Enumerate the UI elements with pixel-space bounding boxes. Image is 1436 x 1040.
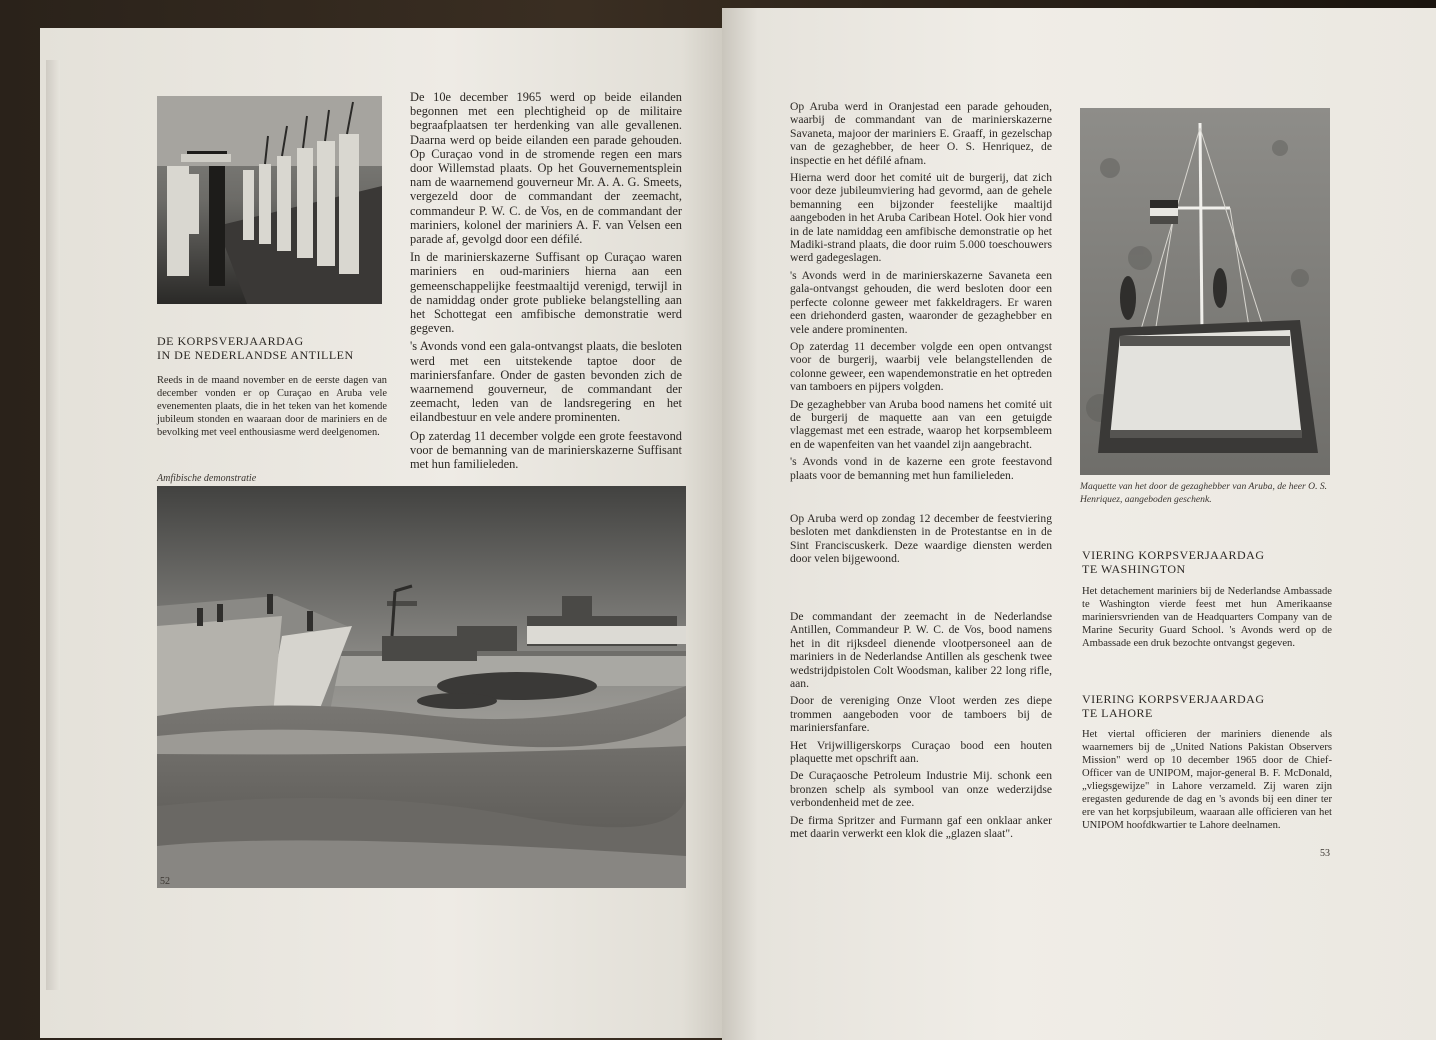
sunday-text [790, 512, 1052, 570]
heading-line: TE WASHINGTON [1082, 562, 1186, 576]
photo-caption: Amfibische demonstratie [157, 473, 257, 484]
aruba-paragraph: Op Aruba werd in Oranjestad een parade gehouden, waarbij de commandant van de marinierskazerne Savaneta, majoor der mariniers E. Graaff, in gezelschap van de gezaghebber, de heer O. S. Henriquez, de inspectie en het défilé afnam. [790, 100, 1052, 167]
gift-paragraph: Het Vrijwilligerskorps Curaçao bood een houten plaquette met opschrift aan. [790, 738, 1052, 766]
lahore-paragraph: Het viertal officieren der mariniers dienende als waarnemers bij de „United Nations Pakistan Observers Mission" werd op 10 december 1965 door de Chief-Officer van de UNIPOM, major-general B. F. McDonald, „vliegsgewijze" in Lahore verzameld. Zij waren zijn eregasten gedurende de dag en 's avonds bij een diner ter ere van het korpsjubileum, waaraan alle officieren van het UNIPOM hoofdkwartier te Lahore deelnamen. [1082, 729, 1332, 831]
page-number-left: 52 [160, 876, 170, 887]
intro-paragraph: 's Avonds vond een gala-ontvangst plaats, die besloten werd met een uitstekende taptoe door de mariniersfanfare. Onder de gasten bevonden zich de waarnemend gouverneur, de commandant der zeemacht, leden van de landsregering en het eilandbestuur en vele andere prominenten. [410, 339, 682, 425]
washington-heading [1082, 548, 1332, 576]
sunday-paragraph: Op Aruba werd op zondag 12 december de feestviering besloten met dankdiensten in de Protestantse en in de Sint Franciscuskerk. Deze waardige diensten werden door velen bijgewoond. [790, 512, 1052, 566]
intro-paragraph: Op zaterdag 11 december volgde een grote feestavond voor de bemanning van de marinierskazerne Suffisant met hun familieleden. [410, 428, 682, 472]
intro-paragraph: In de marinierskazerne Suffisant op Curaçao waren mariniers en oud-mariniers hierna aan een gemeenschappelijke feestmaaltijd verenigd, terwijl in de namiddag onder grote publieke belangstelling aan het Schottegat een amfibische demonstratie werd gegeven. [410, 250, 682, 336]
gifts-text [790, 610, 1052, 845]
gift-paragraph: De firma Spritzer and Furmann gaf een onklaar anker met daarin verwerkt een klok die „glazen slaat". [790, 813, 1052, 841]
aruba-paragraph: Hierna werd door het comité uit de burgerij, dat zich voor deze jubileumviering had gevormd, aan de gehele bemanning een bijzonder feestelijke maaltijd aangeboden in het Aruba Caribean Hotel. Ook hier vond in de late namiddag een amfibische demonstratie op het Madiki-strand plaats, die door ruim 5.000 toeschouwers werd gadegeslagen. [790, 171, 1052, 265]
aruba-paragraph: 's Avonds vond in de kazerne een grote feestavond plaats voor de bemanning met hun familieleden. [790, 455, 1052, 482]
aruba-paragraph: 's Avonds werd in de marinierskazerne Savaneta een gala-ontvangst gehouden, die werd besloten door een perfecte colonne geweer met fakkeldragers. Er waren een driehonderd gasten, waaronder de gezaghebber en vele andere prominenten. [790, 268, 1052, 336]
lahore-heading [1082, 692, 1332, 720]
page-edge [46, 60, 60, 990]
washington-paragraph: Het detachement mariniers bij de Nederlandse Ambassade te Washington vierde feest met hun Amerikaanse mariniersvrienden van de Headquarters Company van de Marine Security Guard School. 's Avonds werd op de Ambassade een druk bezochte ontvangst gegeven. [1082, 586, 1332, 649]
page-number-right: 53 [1320, 848, 1330, 859]
maquette-caption: Maquette van het door de gezaghebber van Aruba, de heer O. S. Henriquez, aangeboden geschenk. [1080, 481, 1328, 505]
section-text [157, 374, 387, 443]
heading-line: VIERING KORPSVERJAARDAG [1082, 548, 1265, 562]
parade-photo [157, 96, 382, 304]
aruba-paragraph: De gezaghebber van Aruba bood namens het comité uit de burgerij de maquette aan van een getuigde vlaggemast met een estrade, waarop het korpsembleem en de wapenfeiten van het vaandel zijn aangebracht. [790, 397, 1052, 451]
intro-text [410, 90, 682, 475]
heading-line: DE KORPSVERJAARDAG [157, 334, 304, 348]
gift-paragraph: Door de vereniging Onze Vloot werden zes diepe trommen aangeboden voor de tamboers bij de mariniersfanfare. [790, 694, 1052, 735]
heading-line: IN DE NEDERLANDSE ANTILLEN [157, 348, 354, 362]
section-paragraph: Reeds in de maand november en de eerste dagen van december vonden er op Curaçao en Aruba vele evenementen plaats, die in het teken van het komende jubileum stonden en waaraan door de mariniers en de bevolking met veel enthousiasme werd deelgenomen. [157, 375, 387, 438]
section-heading [157, 334, 397, 362]
heading-line: TE LAHORE [1082, 706, 1153, 720]
gift-paragraph: De Curaçaosche Petroleum Industrie Mij. schonk een bronzen schelp als symbool van onze wederzijdse verbondenheid met de zee. [790, 769, 1052, 810]
aruba-text [790, 100, 1052, 486]
gift-paragraph: De commandant der zeemacht in de Nederlandse Antillen, Commandeur P. W. C. de Vos, bood namens het in dit rijksdeel dienende vlootpersoneel aan de mariniers in de Nederlandse Antillen als geschenk twee wedstrijdpistolen Colt Woodsman, kaliber 22 long rifle, aan. [790, 610, 1052, 691]
intro-paragraph: De 10e december 1965 werd op beide eilanden begonnen met een plechtigheid op de militaire begraafplaatsen ter herdenking van alle gevallenen. Daarna werd op beide eilanden een parade gehouden. Op Curaçao vond in de stromende regen een mars door Willemstad plaats. Op het Gouvernementsplein nam de waarnemend gouverneur Mr. A. A. G. Smeets, vergezeld door de commandant der zeemacht, commandeur P. W. C. de Vos, en de commandant der mariniers, kolonel der mariniers A. F. van Velsen een parade af, gevolgd door een défilé. [410, 90, 682, 247]
aruba-paragraph: Op zaterdag 11 december volgde een open ontvangst voor de burgerij, waarbij vele belangstellenden de colonne geweer, een wapendemonstratie en het optreden van tamboers en pijpers volgden. [790, 339, 1052, 394]
amphibious-photo [157, 486, 686, 888]
heading-line: VIERING KORPSVERJAARDAG [1082, 692, 1265, 706]
lahore-text [1082, 728, 1332, 836]
maquette-photo [1080, 108, 1330, 475]
washington-text [1082, 585, 1332, 654]
